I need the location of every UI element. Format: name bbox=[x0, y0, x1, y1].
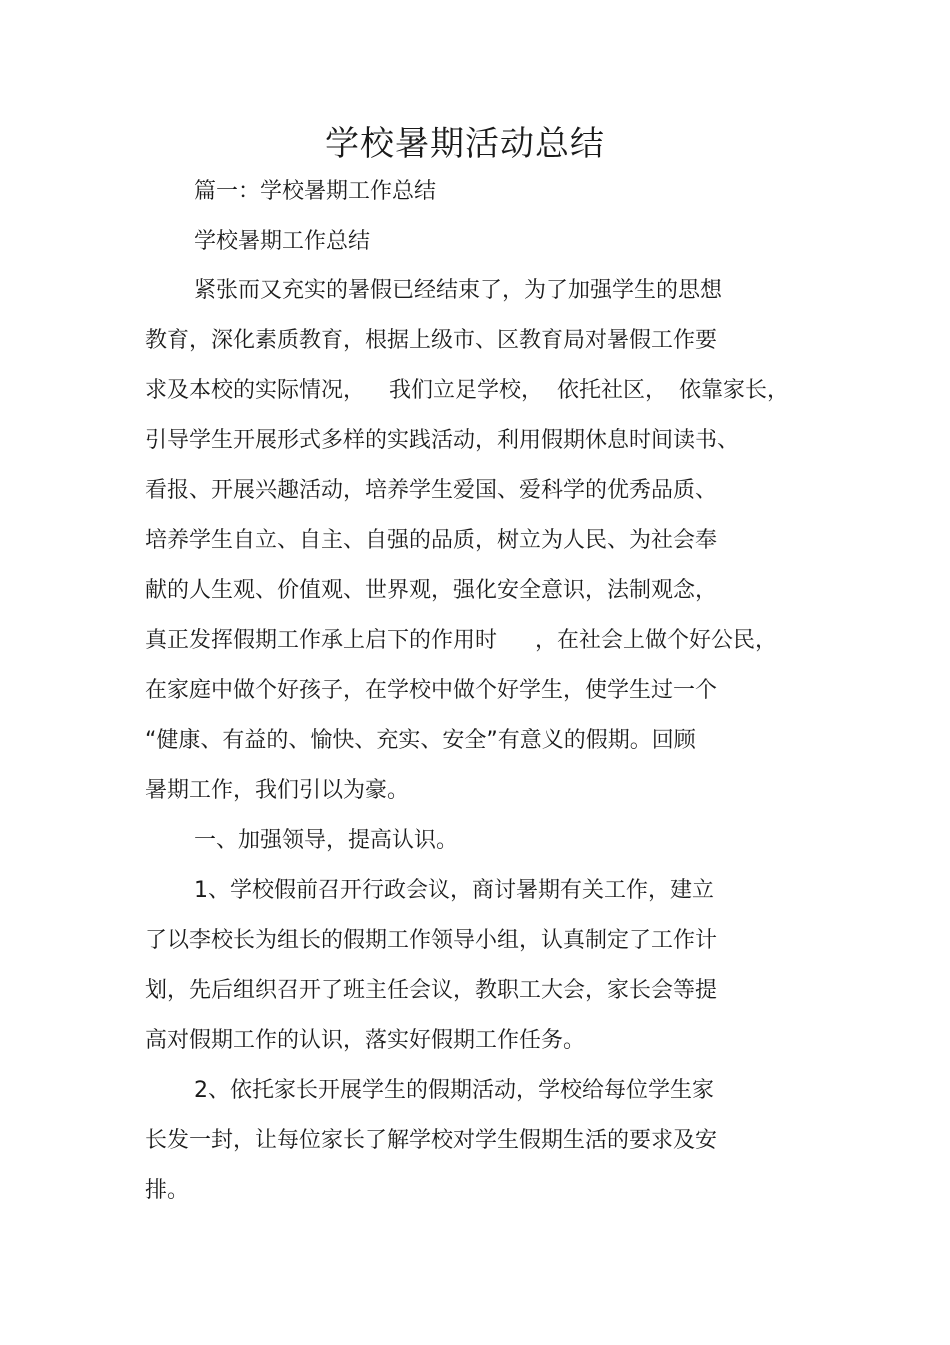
paragraph-line: 暑期工作，我们引以为豪。 bbox=[145, 778, 410, 803]
paragraph-line: 在家庭中做个好孩子，在学校中做个好学生，使学生过一个 bbox=[145, 678, 718, 703]
text-segment: 依靠家长， bbox=[679, 378, 790, 403]
paragraph-line: 引导学生开展形式多样的实践活动，利用假期休息时间读书、 bbox=[145, 428, 740, 453]
subtitle: 学校暑期工作总结 bbox=[194, 229, 371, 254]
section-heading: 篇一：学校暑期工作总结 bbox=[194, 179, 437, 204]
paragraph-line: 培养学生自立、自主、自强的品质，树立为人民、为社会奉 bbox=[145, 528, 718, 553]
text-segment: 我们立足学校， bbox=[389, 378, 544, 403]
item-line: 高对假期工作的认识，落实好假期工作任务。 bbox=[145, 1028, 586, 1053]
item-line: 长发一封，让每位家长了解学校对学生假期生活的要求及安 bbox=[145, 1128, 718, 1153]
paragraph-line: 看报、开展兴趣活动，培养学生爱国、爱科学的优秀品质、 bbox=[145, 478, 718, 503]
item-line: 1、学校假前召开行政会议，商讨暑期有关工作，建立 bbox=[194, 878, 714, 903]
paragraph-line bbox=[145, 376, 789, 406]
paragraph-line: 献的人生观、价值观、世界观，强化安全意识，法制观念， bbox=[145, 578, 718, 603]
item-line: 划，先后组织召开了班主任会议，教职工大会，家长会等提 bbox=[145, 978, 718, 1003]
paragraph-line: 教育，深化素质教育，根据上级市、区教育局对暑假工作要 bbox=[145, 328, 718, 353]
text-segment: 真正发挥假期工作承上启下的作用时 bbox=[145, 628, 498, 653]
text-segment: 求及本校的实际情况， bbox=[145, 378, 366, 403]
item-line: 2、依托家长开展学生的假期活动，学校给每位学生家 bbox=[194, 1078, 714, 1103]
paragraph-line bbox=[145, 626, 777, 656]
paragraph-line: “健康、有益的、愉快、充实、安全”有意义的假期。回顾 bbox=[145, 728, 696, 753]
item-line: 排。 bbox=[145, 1178, 190, 1203]
text-segment: ，在社会上做个好公民， bbox=[535, 628, 778, 653]
item-line: 了以李校长为组长的假期工作领导小组，认真制定了工作计 bbox=[145, 928, 718, 953]
section-heading-1: 一、加强领导，提高认识。 bbox=[194, 828, 459, 853]
document-title: 学校暑期活动总结 bbox=[325, 124, 605, 164]
text-segment: 依托社区， bbox=[557, 378, 668, 403]
paragraph-line: 紧张而又充实的暑假已经结束了，为了加强学生的思想 bbox=[194, 278, 723, 303]
